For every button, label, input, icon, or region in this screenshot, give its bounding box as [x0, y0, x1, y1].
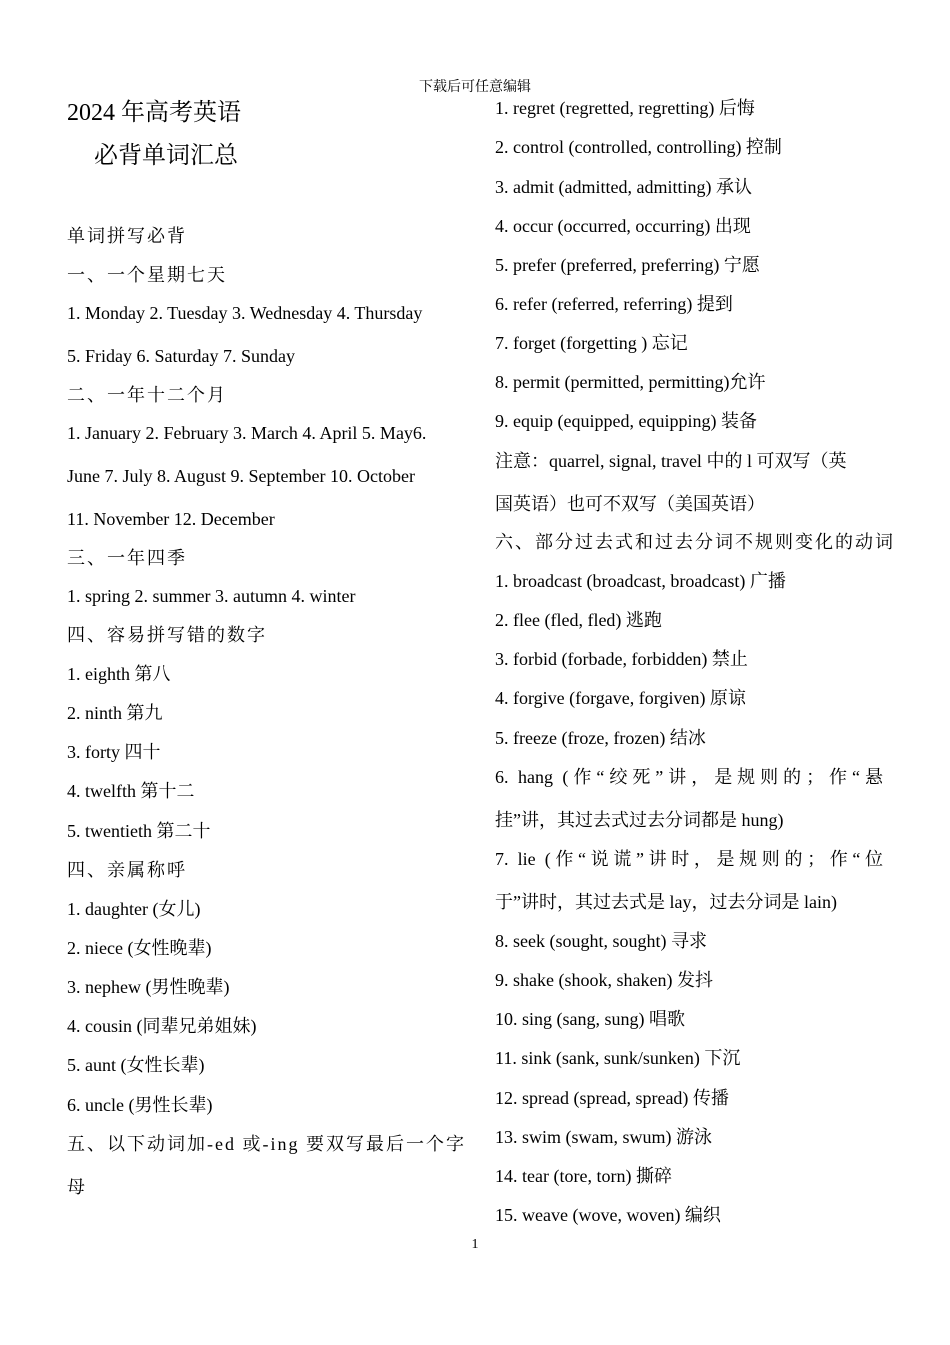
list-item: 5. freeze (froze, frozen) 结冰	[495, 728, 706, 748]
list-item: 3. forty 四十	[67, 742, 161, 762]
list-item: 9. equip (equipped, equipping) 装备	[495, 411, 757, 431]
list-item: 1. broadcast (broadcast, broadcast) 广播	[495, 571, 786, 591]
seasons-heading: 三、一年四季	[67, 548, 187, 568]
months-heading: 二、一年十二个月	[67, 385, 227, 405]
list-item: 13. swim (swam, swum) 游泳	[495, 1127, 712, 1147]
relatives-heading: 四、亲属称呼	[67, 860, 187, 880]
list-item: 9. shake (shook, shaken) 发抖	[495, 970, 713, 990]
list-item: 5. twentieth 第二十	[67, 821, 211, 841]
months-line: 1. January 2. February 3. March 4. April 5. May6.	[67, 423, 427, 443]
list-item: 3. nephew (男性晚辈)	[67, 977, 230, 997]
list-item: 2. niece (女性晚辈)	[67, 938, 212, 958]
doubling-heading: 五、以下动词加-ed 或-ing 要双写最后一个字	[67, 1134, 466, 1154]
list-item-continued: 于”讲时，其过去式是 lay，过去分词是 lain)	[495, 892, 837, 912]
list-item: 15. weave (wove, woven) 编织	[495, 1205, 721, 1225]
weekdays-line: 1. Monday 2. Tuesday 3. Wednesday 4. Thursday	[67, 303, 423, 323]
list-item: 10. sing (sang, sung) 唱歌	[495, 1009, 685, 1029]
list-item: 4. twelfth 第十二	[67, 781, 195, 801]
page-number: 1	[471, 1237, 479, 1252]
seasons-line: 1. spring 2. summer 3. autumn 4. winter	[67, 586, 356, 606]
list-item: 5. aunt (女性长辈)	[67, 1055, 205, 1075]
list-item: 7. forget (forgetting ) 忘记	[495, 333, 688, 353]
list-item: 6. uncle (男性长辈)	[67, 1095, 213, 1115]
irregular-heading: 六、部分过去式和过去分词不规则变化的动词	[495, 532, 895, 552]
numbers-heading: 四、容易拼写错的数字	[67, 625, 267, 645]
list-item: 8. seek (sought, sought) 寻求	[495, 931, 707, 951]
months-line: 11. November 12. December	[67, 509, 275, 529]
list-item: 8. permit (permitted, permitting)允许	[495, 372, 766, 392]
list-item: 4. occur (occurred, occurring) 出现	[495, 216, 751, 236]
months-line: June 7. July 8. August 9. September 10. October	[67, 466, 415, 486]
list-item: 1. eighth 第八	[67, 664, 171, 684]
list-item: 12. spread (spread, spread) 传播	[495, 1088, 729, 1108]
document-title-line1: 2024 年高考英语	[67, 100, 241, 126]
list-item: 6. hang (作“绞死”讲，是规则的；作“悬	[495, 767, 883, 787]
section-heading: 单词拼写必背	[67, 226, 187, 246]
doubling-heading-continued: 母	[67, 1177, 85, 1197]
list-item: 11. sink (sank, sunk/sunken) 下沉	[495, 1048, 741, 1068]
list-item: 2. control (controlled, controlling) 控制	[495, 137, 782, 157]
list-item: 1. regret (regretted, regretting) 后悔	[495, 98, 755, 118]
list-item: 2. flee (fled, fled) 逃跑	[495, 610, 662, 630]
header-note: 下载后可任意编辑	[419, 80, 531, 95]
list-item: 1. daughter (女儿)	[67, 899, 201, 919]
weekdays-line: 5. Friday 6. Saturday 7. Sunday	[67, 346, 295, 366]
list-item: 3. forbid (forbade, forbidden) 禁止	[495, 649, 748, 669]
list-item: 6. refer (referred, referring) 提到	[495, 294, 733, 314]
list-item: 7. lie (作“说谎”讲时，是规则的；作“位	[495, 849, 883, 869]
weekdays-heading: 一、一个星期七天	[67, 265, 227, 285]
list-item: 5. prefer (preferred, preferring) 宁愿	[495, 255, 760, 275]
list-item: 3. admit (admitted, admitting) 承认	[495, 177, 752, 197]
list-item: 14. tear (tore, torn) 撕碎	[495, 1166, 672, 1186]
list-item: 4. forgive (forgave, forgiven) 原谅	[495, 688, 746, 708]
list-item: 2. ninth 第九	[67, 703, 163, 723]
note-line: 注意：quarrel, signal, travel 中的 l 可双写（英	[495, 451, 847, 471]
list-item-continued: 挂”讲，其过去式过去分词都是 hung)	[495, 810, 784, 830]
document-title-line2: 必背单词汇总	[94, 143, 238, 169]
list-item: 4. cousin (同辈兄弟姐妹)	[67, 1016, 257, 1036]
note-line: 国英语）也可不双写（美国英语）	[495, 494, 765, 514]
